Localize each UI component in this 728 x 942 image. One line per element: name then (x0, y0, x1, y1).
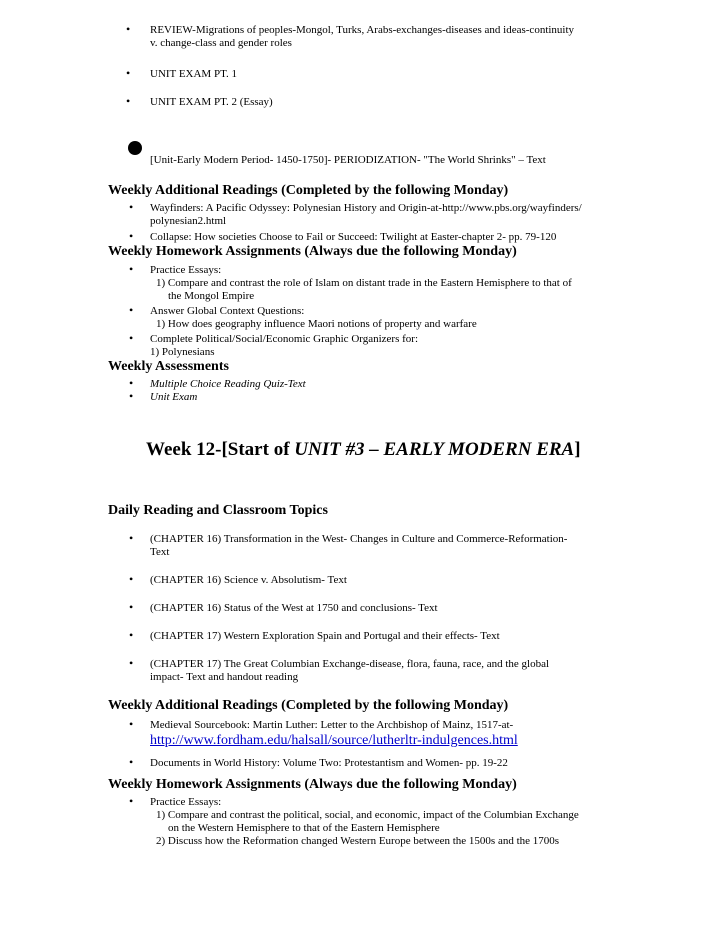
bullet: • (129, 389, 134, 403)
assessments-heading: Weekly Assessments (108, 359, 229, 374)
list-item: Practice Essays: 1) Compare and contrast the political, social, and economic, impact of the Columbian Exchange on the Western Hemisphere to that of the Eastern Hemisphere 2) Discuss how the Reformation changed Western Europe between the 1500s and the 1700s (150, 796, 579, 847)
list-item: UNIT EXAM PT. 2 (Essay) (150, 96, 273, 108)
homework-heading: Weekly Homework Assignments (Always due the following Monday) (108, 777, 517, 792)
bullet: • (129, 331, 134, 345)
daily-heading: Daily Reading and Classroom Topics (108, 503, 328, 518)
unit-item: [Unit-Early Modern Period- 1450-1750]- PERIODIZATION- "The World Shrinks" – Text (150, 154, 546, 166)
readings-heading: Weekly Additional Readings (Completed by the following Monday) (108, 183, 509, 198)
bullet: • (129, 717, 134, 731)
week-title: Week 12-[Start of UNIT #3 – EARLY MODERN ERA] (146, 439, 581, 460)
bullet: • (126, 66, 131, 80)
bullet: • (129, 600, 134, 614)
readings-heading: Weekly Additional Readings (Completed by the following Monday) (108, 698, 509, 713)
bullet: • (129, 531, 134, 545)
bullet: • (126, 22, 131, 36)
bullet: • (129, 376, 134, 390)
list-item: Answer Global Context Questions: 1) How does geography influence Maori notions of property and warfare (150, 305, 477, 330)
bullet: • (129, 656, 134, 670)
list-item: Practice Essays: 1) Compare and contrast the role of Islam on distant trade in the Eastern Hemisphere to that of the Mongol Empire (150, 264, 572, 302)
bullet: • (129, 200, 134, 214)
bullet: • (129, 755, 134, 769)
bullet: • (129, 229, 134, 243)
large-bullet (128, 141, 142, 155)
bullet: • (129, 628, 134, 642)
homework-heading: Weekly Homework Assignments (Always due the following Monday) (108, 244, 517, 259)
list-item: (CHAPTER 16) Science v. Absolutism- Text (150, 574, 347, 586)
list-item: REVIEW-Migrations of peoples-Mongol, Turks, Arabs-exchanges-diseases and ideas-continuity v. change-class and gender roles (150, 24, 575, 49)
list-item: Multiple Choice Reading Quiz-Text (150, 378, 306, 390)
list-item: UNIT EXAM PT. 1 (150, 68, 237, 80)
bullet: • (129, 794, 134, 808)
list-item: Complete Political/Social/Economic Graphic Organizers for: 1) Polynesians (150, 333, 419, 358)
list-item: (CHAPTER 16) Transformation in the West- Changes in Culture and Commerce-Reformation- Text (150, 533, 568, 558)
list-item: Documents in World History: Volume Two: Protestantism and Women- pp. 19-22 (150, 757, 508, 769)
list-item: (CHAPTER 17) Western Exploration Spain and Portugal and their effects- Text (150, 630, 500, 642)
bullet: • (129, 303, 134, 317)
list-item: Collapse: How societies Choose to Fail or Succeed: Twilight at Easter-chapter 2- pp. 79-120 (150, 231, 557, 243)
bullet: • (129, 262, 134, 276)
list-item: (CHAPTER 17) The Great Columbian Exchange-disease, flora, fauna, race, and the global impact- Text and handout reading (150, 658, 550, 683)
list-item: Medieval Sourcebook: Martin Luther: Letter to the Archbishop of Mainz, 1517-at- (150, 719, 514, 731)
bullet: • (126, 94, 131, 108)
list-item: Unit Exam (150, 391, 198, 403)
list-item: (CHAPTER 16) Status of the West at 1750 and conclusions- Text (150, 602, 438, 614)
bullet: • (129, 572, 134, 586)
list-item: Wayfinders: A Pacific Odyssey: Polynesian History and Origin-at-http://www.pbs.org/wayfinders/ polynesian2.html (150, 202, 582, 227)
lutherltr-link[interactable]: http://www.fordham.edu/halsall/source/lutherltr-indulgences.html (150, 733, 518, 748)
